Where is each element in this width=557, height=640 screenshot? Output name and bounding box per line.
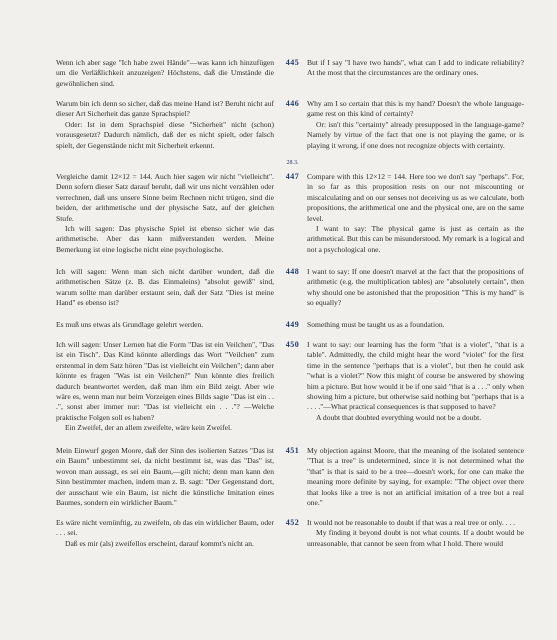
page-marker: 28.3.	[286, 160, 299, 166]
german-text	[56, 340, 274, 434]
german-text	[56, 172, 274, 255]
remark-number: 445	[285, 58, 300, 67]
remark-number: 452	[285, 518, 300, 527]
english-paragraph: I want to say: our learning has the form "that is a violet", "that is a table". Admittedly, the child might hear the word "violet" for the first time in the sentence "perhaps that is a violet", but then he could ask "what is a violet?" Now this might of course be answered by showing him a picture. But how would it be if one said "that is a . . ." only when showing him a picture, but otherwise said nothing but "perhaps that is a . . . ."—What practical consequences is that supposed to have?	[307, 340, 524, 412]
german-paragraph: Daß es mir (als) zweifellos erscheint, darauf kommt's nicht an.	[65, 538, 254, 548]
english-paragraph: But if I say "I have two hands", what can I add to indicate reliability? At the most that the circumstances are the ordinary ones.	[307, 58, 524, 78]
remark-number: 449	[285, 320, 300, 329]
german-paragraph: Mein Einwurf gegen Moore, daß der Sinn des isolierten Satzes "Das ist ein Baum" unbestimmt sei, da nicht bestimmt ist, was das "Das" ist, wovon man aussagt, es sei ein Baum,—gilt nicht; denn man kann den Sinn bestimmter machen, indem man z. B. sagt: "Der Gegenstand dort, der ausschaut wie ein Baum, ist nicht die künstliche Imitation eines Baumes, sondern ein wirklicher Baum."	[56, 446, 274, 508]
english-paragraph: I want to say: If one doesn't marvel at the fact that the propositions of arithmetic (e.g. the multiplication tables) are "absolutely certain", then why should one be astonished that the proposition "This is my hand" is so equally?	[307, 267, 524, 308]
english-paragraph: Why am I so certain that this is my hand? Doesn't the whole language-game rest on this kind of certainty?	[307, 99, 524, 119]
english-paragraph: My objection against Moore, that the meaning of the isolated sentence "That is a tree" is undetermined, since it is not determined what the "that" is that is said to be a tree—doesn't work, for one can make the meaning more definite by saying, for example: "The object over there that looks like a tree is not an artificial imitation of a tree but a real one."	[307, 446, 524, 508]
english-text	[307, 340, 524, 423]
german-text	[56, 320, 274, 330]
german-paragraph: Es muß uns etwas als Grundlage gelehrt werden.	[56, 320, 204, 329]
german-paragraph: Ich will sagen: Das physische Spiel ist ebenso sicher wie das arithmetische. Aber das kann mißverstanden werden. Meine Bemerkung ist eine logische nicht eine psychologische.	[56, 224, 274, 254]
german-paragraph: Ich will sagen: Unser Lernen hat die Form "Das ist ein Veilchen", "Das ist ein Tisch". Das Kind könnte allerdings das Wort "Veilchen" zum erstenmal in dem Satz hören "Das ist vielleicht ein Veilchen"; dann aber könnte es fragen "Was ist ein Veilchen?" Nun könnte dies freilich dadurch beantwortet werden, daß man ihm ein Bild zeigt. Aber wie wäre es, wenn man nur beim Vorzeigen eines Bilds sagte "Das ist ein . . .", sonst aber immer nur: "Das ist vielleicht ein . . ."? —Welche praktische Folgen soll es haben?	[56, 340, 274, 422]
german-paragraph: Es wäre nicht vernünftig, zu zweifeln, ob das ein wirklicher Baum, oder . . . sei.	[56, 518, 274, 538]
english-text	[307, 99, 524, 151]
german-text	[56, 58, 274, 89]
german-text	[56, 99, 274, 151]
remark-number: 447	[285, 172, 300, 181]
english-text	[307, 446, 524, 508]
german-text	[56, 518, 274, 549]
german-paragraph: Ein Zweifel, der an allem zweifelte, wäre kein Zweifel.	[65, 423, 232, 433]
remark-number: 448	[285, 267, 300, 276]
german-paragraph: Ich will sagen: Wenn man sich nicht darüber wundert, daß die arithmetischen Sätze (z. B. das Einmaleins) "absolut gewiß" sind, warum sollte man darüber erstaunt sein, daß der Satz "Dies ist meine Hand" es ebenso ist?	[56, 267, 274, 308]
english-paragraph: It would not be reasonable to doubt if that was a real tree or only. . . .	[307, 518, 516, 527]
german-text	[56, 446, 274, 508]
english-paragraph: Something must be taught us as a foundation.	[307, 320, 445, 329]
remark-number: 451	[285, 446, 300, 455]
german-paragraph: Oder: Ist in dem Sprachspiel diese "Sicherheit" nicht (schon) vorausgesetzt? Dadurch nämlich, daß der es nicht spielt, oder falsch spielt, der Gegenstände nicht mit Sicherheit erkennt.	[56, 119, 274, 150]
english-paragraph: A doubt that doubted everything would not be a doubt.	[316, 412, 482, 422]
english-text	[307, 267, 524, 309]
english-paragraph: Compare with this 12×12 = 144. Here too we don't say "perhaps". For, in so far as this proposition rests on our not miscounting or miscalculating and on our senses not deceiving us as we calculate, both propositions, the arithmetical one and the physical one, are on the same level.	[307, 172, 524, 223]
english-text	[307, 320, 524, 330]
remark-number: 446	[285, 99, 300, 108]
english-paragraph: My finding it beyond doubt is not what counts. If a doubt would be unreasonable, that cannot be seen from what I hold. There would	[307, 528, 524, 548]
german-paragraph: Vergleiche damit 12×12 = 144. Auch hier sagen wir nicht "vielleicht". Denn sofern dieser Satz darauf beruht, daß wir uns nicht verzählen oder verrechnen, daß uns unsere Sinne beim Rechnen nicht trügen, sind die beiden, der arithmetische und der physische Satz, auf der gleichen Stufe.	[56, 172, 274, 223]
english-paragraph: I want to say: The physical game is just as certain as the arithmetical. But this can be misunderstood. My remark is a logical and not a psychological one.	[307, 224, 524, 254]
english-text	[307, 518, 524, 549]
english-text	[307, 58, 524, 79]
english-paragraph: Or: isn't this "certainty" already presupposed in the language-game? Namely by virtue of the fact that one is not playing the game, or is playing it wrong, if one does not recognize objects with certainty.	[307, 119, 524, 150]
remark-number: 450	[285, 340, 300, 349]
german-paragraph: Warum bin ich denn so sicher, daß das meine Hand ist? Beruht nicht auf dieser Art Sicherheit das ganze Sprachspiel?	[56, 99, 274, 119]
german-paragraph: Wenn ich aber sage "Ich habe zwei Hände"—was kann ich hinzufügen um die Verläßlichkeit anzuzeigen? Höchstens, daß die Umstände die gewöhnlichen sind.	[56, 58, 274, 88]
english-text	[307, 172, 524, 255]
german-text	[56, 267, 274, 309]
